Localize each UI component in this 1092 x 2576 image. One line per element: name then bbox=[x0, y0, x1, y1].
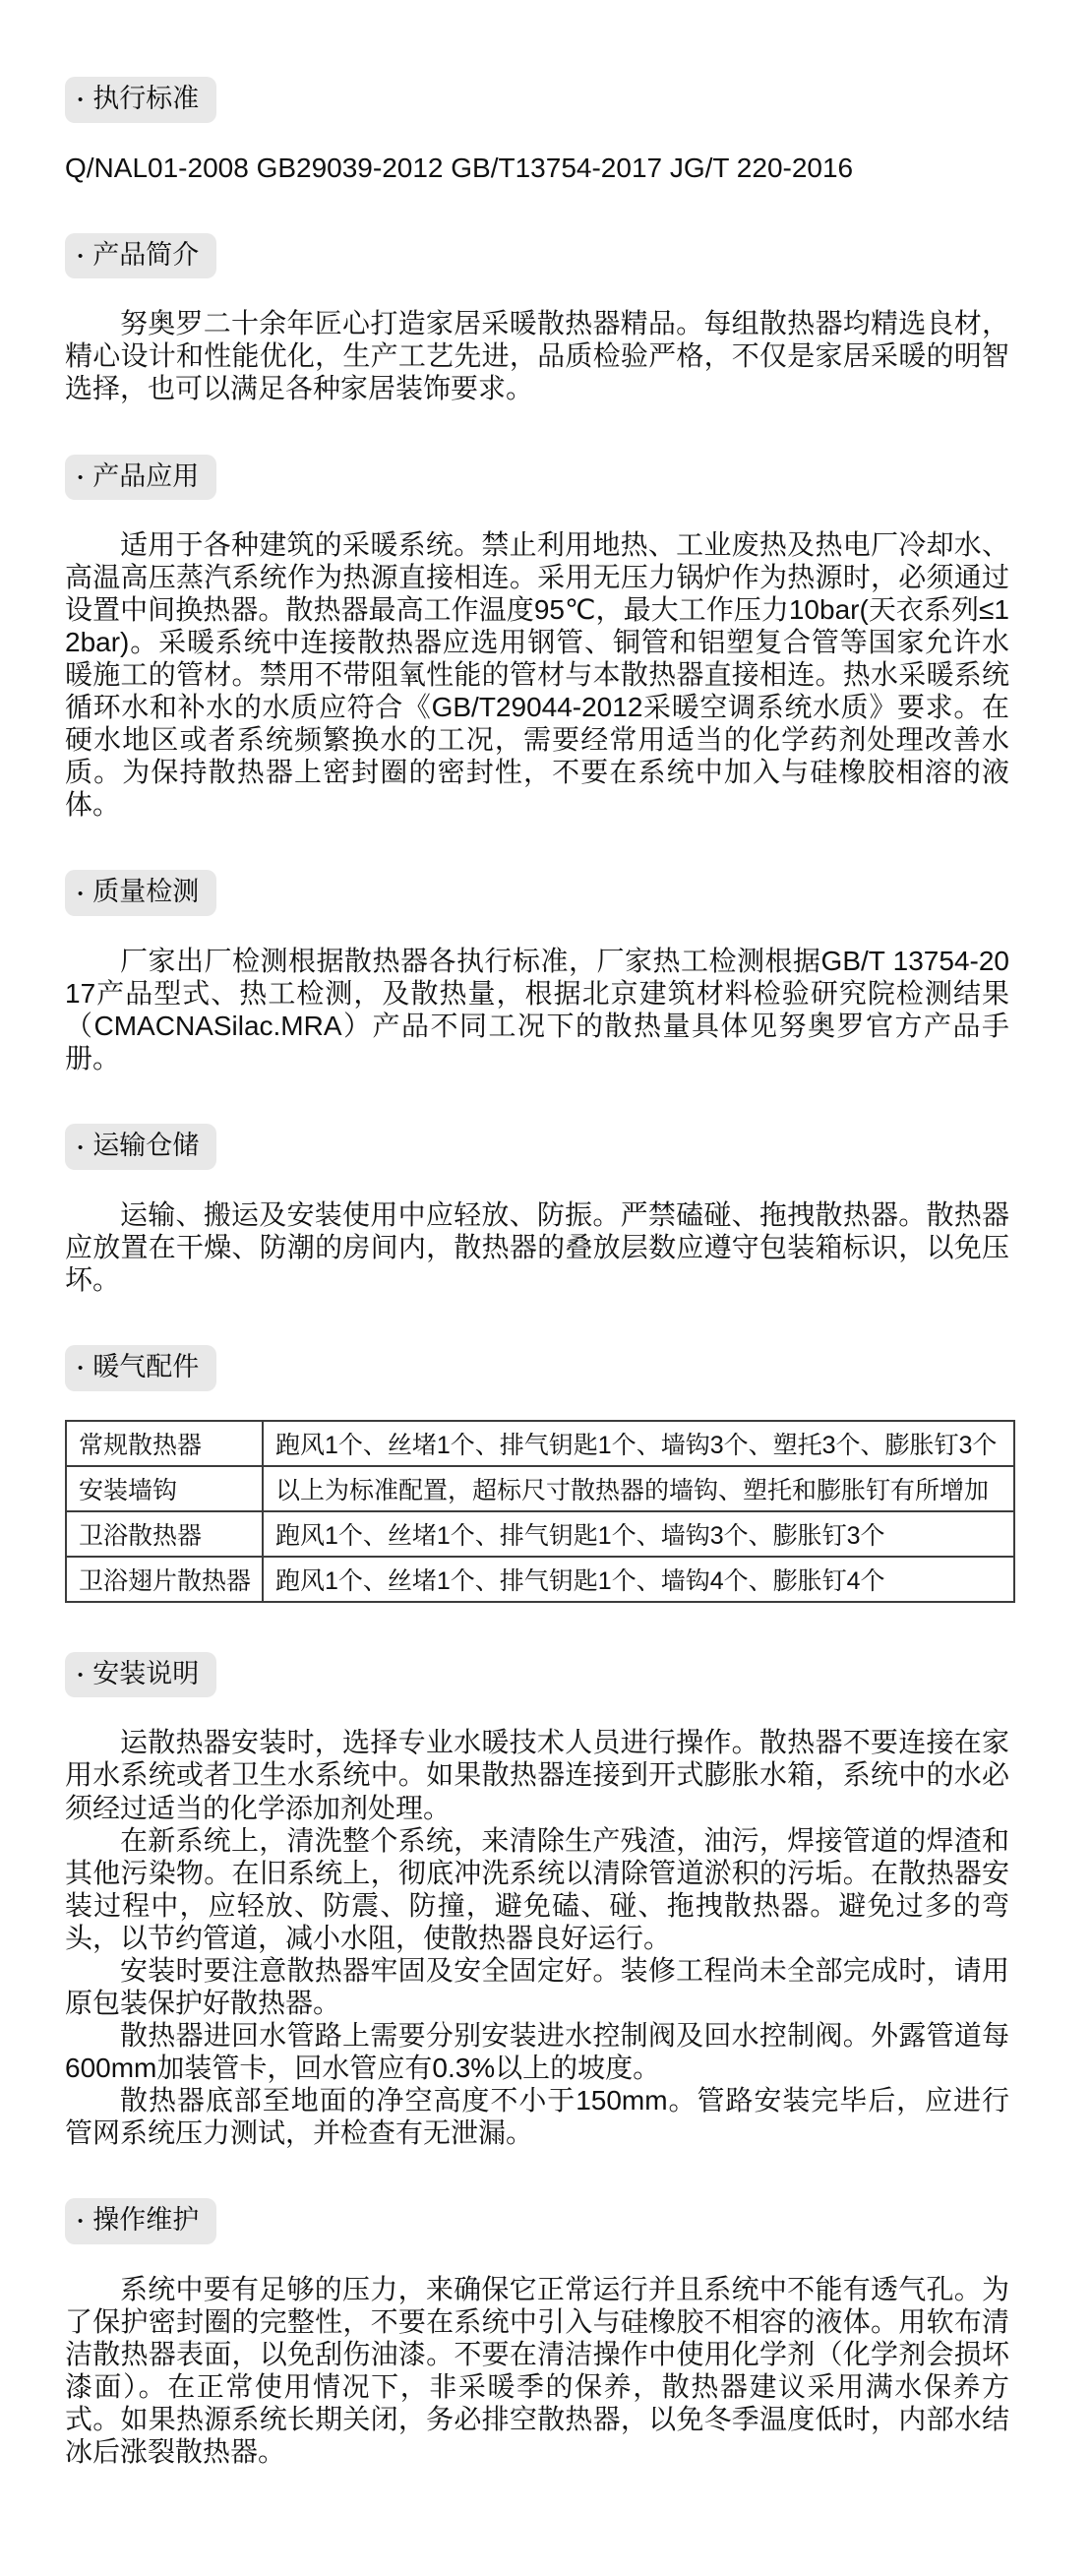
section-title: 运输仓储 bbox=[92, 1131, 200, 1161]
installation-paragraph: 散热器进回水管路上需要分别安装进水控制阀及回水控制阀。外露管道每600mm加装管卡，回水管应有0.3%以上的坡度。 bbox=[65, 2019, 1009, 2083]
quality-inspection-paragraph: 厂家出厂检测根据散热器各执行标准，厂家热工检测根据GB/T 13754-2017产品型式、热工检测，及散热量，根据北京建筑材料检验研究院检测结果（CMACNASilac.MRA）产品不同工况下的散热量具体见努奥罗官方产品手册。 bbox=[65, 946, 1009, 1074]
section-quality-inspection bbox=[65, 870, 1009, 1074]
bullet-icon: • bbox=[78, 2213, 84, 2231]
bullet-icon: • bbox=[78, 92, 84, 109]
section-title: 操作维护 bbox=[92, 2204, 200, 2235]
section-installation-instructions bbox=[65, 1652, 1009, 2149]
table-cell-radiator-type: 卫浴翅片散热器 bbox=[66, 1557, 263, 1602]
installation-paragraph: 在新系统上，清洗整个系统，来清除生产残渣，油污，焊接管道的焊渣和其他污染物。在旧系统上，彻底冲洗系统以清除管道淤积的污垢。在散热器安装过程中，应轻放、防震、防撞，避免磕、碰、拖拽散热器。避免过多的弯头，以节约管道，减小水阻，使散热器良好运行。 bbox=[65, 1824, 1009, 1953]
section-standards bbox=[65, 77, 1009, 184]
section-title: 暖气配件 bbox=[92, 1352, 200, 1382]
section-header-heating-accessories bbox=[65, 1345, 216, 1391]
section-product-intro bbox=[65, 233, 1009, 405]
installation-paragraph: 散热器底部至地面的净空高度不小于150mm。管路安装完毕后，应进行管网系统压力测试，并检查有无泄漏。 bbox=[65, 2084, 1009, 2148]
section-header-row bbox=[65, 77, 1009, 123]
section-title: 产品简介 bbox=[92, 239, 200, 270]
transport-storage-paragraph: 运输、搬运及安装使用中应轻放、防振。严禁磕碰、拖拽散热器。散热器应放置在干燥、防潮的房间内，散热器的叠放层数应遵守包装箱标识，以免压坏。 bbox=[65, 1198, 1009, 1296]
table-row bbox=[66, 1421, 1014, 1466]
table-cell-radiator-type: 常规散热器 bbox=[66, 1421, 263, 1466]
installation-paragraph: 运散热器安装时，选择专业水暖技术人员进行操作。散热器不要连接在家用水系统或者卫生水系统中。如果散热器连接到开式膨胀水箱，系统中的水必须经过适当的化学添加剂处理。 bbox=[65, 1727, 1009, 1823]
section-header-row bbox=[65, 1652, 1009, 1698]
section-header-quality-inspection bbox=[65, 870, 216, 916]
section-heating-accessories bbox=[65, 1345, 1009, 1603]
table-cell-parts-list: 跑风1个、丝堵1个、排气钥匙1个、墙钩4个、膨胀钉4个 bbox=[263, 1557, 1014, 1602]
operation-maintenance-paragraph: 系统中要有足够的压力，来确保它正常运行并且系统中不能有透气孔。为了保护密封圈的完整性，不要在系统中引入与硅橡胶不相容的液体。用软布清洁散热器表面，以免刮伤油漆。不要在清洁操作中使用化学剂（化学剂会损坏漆面）。在正常使用情况下，非采暖季的保养，散热器建议采用满水保养方式。如果热源系统长期关闭，务必排空散热器，以免冬季温度低时，内部水结冰后涨裂散热器。 bbox=[65, 2273, 1009, 2467]
table-row bbox=[66, 1466, 1014, 1511]
table-row bbox=[66, 1557, 1014, 1602]
bullet-icon: • bbox=[78, 468, 84, 486]
product-intro-paragraph: 努奥罗二十余年匠心打造家居采暖散热器精品。每组散热器均精选良材，精心设计和性能优化，生产工艺先进，品质检验严格，不仅是家居采暖的明智选择，也可以满足各种家居装饰要求。 bbox=[65, 308, 1009, 404]
section-title: 安装说明 bbox=[92, 1658, 200, 1688]
section-header-installation bbox=[65, 1652, 216, 1698]
bullet-icon: • bbox=[78, 1138, 84, 1156]
section-operation-maintenance bbox=[65, 2198, 1009, 2468]
bullet-icon: • bbox=[78, 248, 84, 266]
table-row bbox=[66, 1511, 1014, 1557]
section-header-operation-maintenance bbox=[65, 2198, 216, 2244]
section-header-product-intro bbox=[65, 233, 216, 279]
section-header-row bbox=[65, 2198, 1009, 2244]
section-header-row bbox=[65, 455, 1009, 501]
standards-codes-text: Q/NAL01-2008 GB29039-2012 GB/T13754-2017 JG/T 220-2016 bbox=[65, 152, 854, 183]
section-header-row bbox=[65, 1124, 1009, 1170]
section-header-standards bbox=[65, 77, 216, 123]
table-cell-parts-list: 跑风1个、丝堵1个、排气钥匙1个、墙钩3个、塑托3个、膨胀钉3个 bbox=[263, 1421, 1014, 1466]
section-title: 质量检测 bbox=[92, 877, 200, 907]
section-transport-storage bbox=[65, 1124, 1009, 1296]
section-title: 产品应用 bbox=[92, 460, 200, 491]
section-title: 执行标准 bbox=[92, 84, 200, 113]
bullet-icon: • bbox=[78, 1360, 84, 1378]
section-product-application bbox=[65, 455, 1009, 822]
table-cell-radiator-type: 卫浴散热器 bbox=[66, 1511, 263, 1557]
section-header-product-application bbox=[65, 455, 216, 501]
section-header-row bbox=[65, 870, 1009, 916]
table-cell-parts-list: 以上为标准配置，超标尺寸散热器的墙钩、塑托和膨胀钉有所增加 bbox=[263, 1466, 1014, 1511]
table-cell-parts-list: 跑风1个、丝堵1个、排气钥匙1个、墙钩3个、膨胀钉3个 bbox=[263, 1511, 1014, 1557]
section-header-transport-storage bbox=[65, 1124, 216, 1170]
bullet-icon: • bbox=[78, 885, 84, 902]
product-application-paragraph: 适用于各种建筑的采暖系统。禁止利用地热、工业废热及热电厂冷却水、高温高压蒸汽系统作为热源直接相连。采用无压力锅炉作为热源时，必须通过设置中间换热器。散热器最高工作温度95℃，最大工作压力10bar(天衣系列≤12bar)。采暖系统中连接散热器应选用钢管、铜管和铝塑复合管等国家允许水暖施工的管材。禁用不带阻氧性能的管材与本散热器直接相连。热水采暖系统循环水和补水的水质应符合《GB/T29044-2012采暖空调系统水质》要求。在硬水地区或者系统频繁换水的工况，需要经常用适当的化学药剂处理改善水质。为保持散热器上密封圈的密封性，不要在系统中加入与硅橡胶相溶的液体。 bbox=[65, 529, 1009, 821]
section-header-row bbox=[65, 1345, 1009, 1391]
bullet-icon: • bbox=[78, 1667, 84, 1685]
installation-paragraph: 安装时要注意散热器牢固及安全固定好。装修工程尚未全部完成时，请用原包装保护好散热器。 bbox=[65, 1954, 1009, 2018]
accessories-table bbox=[65, 1420, 1015, 1603]
section-header-row bbox=[65, 233, 1009, 279]
table-cell-radiator-type: 安装墙钩 bbox=[66, 1466, 263, 1511]
